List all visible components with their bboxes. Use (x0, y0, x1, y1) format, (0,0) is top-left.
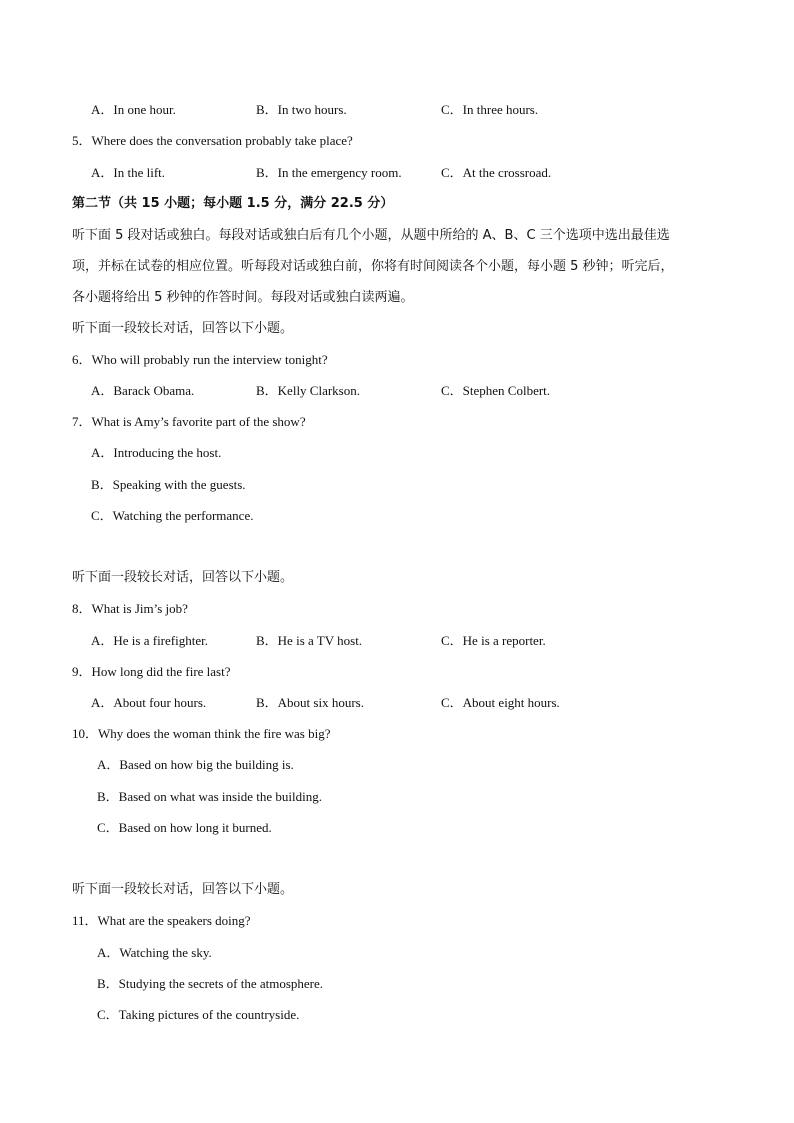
q9-option-c: C．About eight hours. (441, 695, 560, 710)
q4-option-a: A．In one hour. (91, 102, 176, 117)
q11-option-a: A．Watching the sky. (97, 945, 212, 960)
q9-option-b: B．About six hours. (256, 695, 364, 710)
q6-option-b: B．Kelly Clarkson. (256, 383, 360, 398)
q6-option-a: A．Barack Obama. (91, 383, 195, 398)
q9-option-a: A．About four hours. (91, 695, 207, 710)
q5-option-a: A．In the lift. (91, 165, 166, 180)
q5-stem: 5．Where does the conversation probably take place? (72, 133, 353, 148)
q4-option-b: B．In two hours. (256, 102, 347, 117)
q7-option-a: A．Introducing the host. (91, 445, 222, 460)
q8-option-a: A．He is a firefighter. (91, 633, 208, 648)
q5-option-b: B．In the emergency room. (256, 165, 402, 180)
q7-stem: 7．What is Amy’s favorite part of the show? (72, 414, 306, 429)
q10-option-a: A．Based on how big the building is. (97, 757, 294, 772)
q7-option-b: B．Speaking with the guests. (91, 477, 246, 492)
q10-stem: 10．Why does the woman think the fire was big? (72, 726, 331, 741)
q8-stem: 8．What is Jim’s job? (72, 601, 188, 616)
instructions-line-2: 项，并标在试卷的相应位置。听每段对话或独白前，你将有时间阅读各个小题，每小题 5 秒钟；听完后， (72, 259, 674, 274)
q7-option-c: C．Watching the performance. (91, 508, 254, 523)
q6-stem: 6．Who will probably run the interview tonight? (72, 352, 328, 367)
q4-option-c: C．In three hours. (441, 102, 539, 117)
group2-intro: 听下面一段较长对话，回答以下小题。 (72, 570, 294, 585)
q10-option-c: C．Based on how long it burned. (97, 820, 272, 835)
group1-intro: 听下面一段较长对话，回答以下小题。 (72, 321, 294, 336)
q11-option-b: B．Studying the secrets of the atmosphere. (97, 976, 324, 991)
q6-option-c: C．Stephen Colbert. (441, 383, 551, 398)
group3-intro: 听下面一段较长对话，回答以下小题。 (72, 882, 294, 897)
q8-option-b: B．He is a TV host. (256, 633, 363, 648)
q5-option-c: C．At the crossroad. (441, 165, 552, 180)
instructions-line-3: 各小题将给出 5 秒钟的作答时间。每段对话或独白读两遍。 (72, 290, 414, 305)
q8-option-c: C．He is a reporter. (441, 633, 546, 648)
q11-option-c: C．Taking pictures of the countryside. (97, 1007, 300, 1022)
q11-stem: 11．What are the speakers doing? (72, 913, 251, 928)
q9-stem: 9．How long did the fire last? (72, 664, 231, 679)
q10-option-b: B．Based on what was inside the building. (97, 789, 322, 804)
instructions-line-1: 听下面 5 段对话或独白。每段对话或独白后有几个小题，从题中所给的 A、B、C 三个选项中选出最佳选 (72, 228, 670, 243)
section-heading: 第二节（共 15 小题；每小题 1.5 分，满分 22.5 分） (72, 196, 394, 211)
